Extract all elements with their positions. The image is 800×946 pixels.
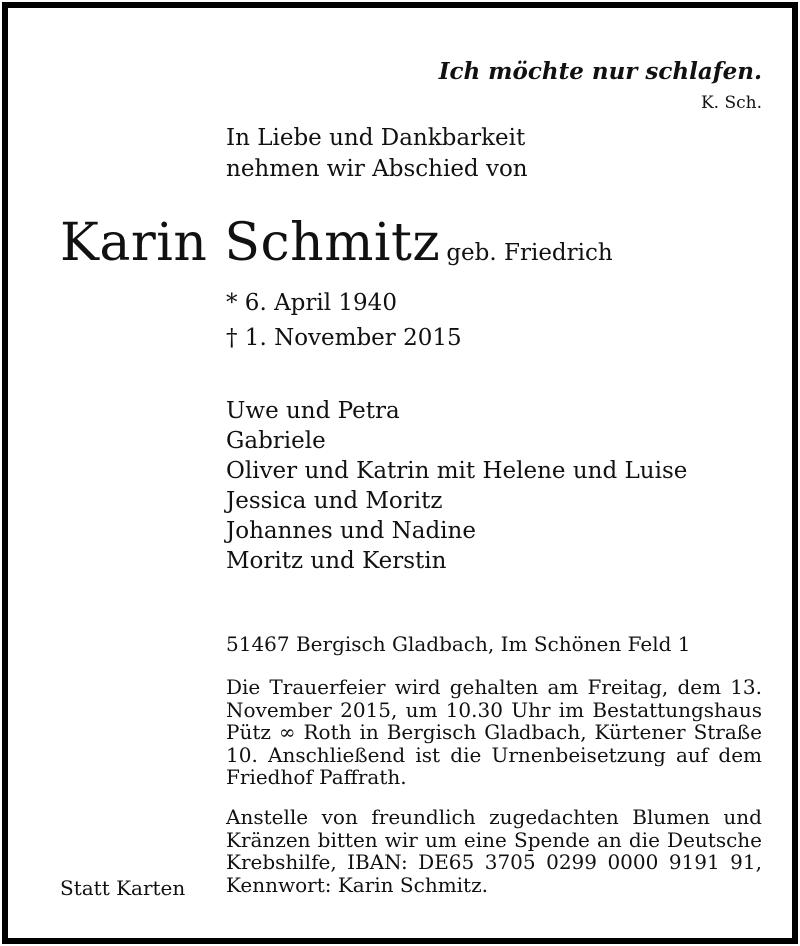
family-member: Gabriele (226, 428, 326, 454)
family-member: Johannes und Nadine (226, 518, 476, 544)
death-date: † 1. November 2015 (226, 325, 462, 351)
address: 51467 Bergisch Gladbach, Im Schönen Feld 1 (226, 632, 691, 656)
statt-karten: Statt Karten (60, 876, 186, 900)
life-dates (226, 286, 462, 356)
intro-line: nehmen wir Abschied von (226, 156, 528, 182)
motto-author: K. Sch. (700, 93, 762, 113)
maiden-name: geb. Friedrich (446, 240, 613, 266)
intro-text (226, 123, 528, 185)
family-list (226, 396, 687, 576)
family-member: Oliver und Katrin mit Helene und Luise (226, 458, 688, 484)
ceremony-notice: Die Trauerfeier wird gehalten am Freitag, dem 13. November 2015, um 10.30 Uhr im Bestattungshaus Pütz ∞ Roth in Bergisch Gladbach, Kürtener Straße 10. Anschließend ist die Urnenbeisetzung auf dem Friedhof Paffrath. (226, 675, 762, 789)
donation-notice: Anstelle von freundlich zugedachten Blumen und Kränzen bitten wir um eine Spende an die Deutsche Krebshilfe, IBAN: DE65 3705 0299 0000 9191 91, Kennwort: Karin Schmitz. (226, 805, 762, 897)
birth-date: * 6. April 1940 (226, 290, 397, 316)
family-member: Moritz und Kerstin (226, 548, 447, 574)
family-member: Jessica und Moritz (226, 488, 443, 514)
family-member: Uwe und Petra (226, 398, 400, 424)
deceased-name: Karin Schmitz (60, 213, 441, 273)
deceased-name-line (60, 213, 613, 273)
intro-line: In Liebe und Dankbarkeit (226, 125, 526, 151)
motto-quote: Ich möchte nur schlafen. (438, 58, 762, 85)
